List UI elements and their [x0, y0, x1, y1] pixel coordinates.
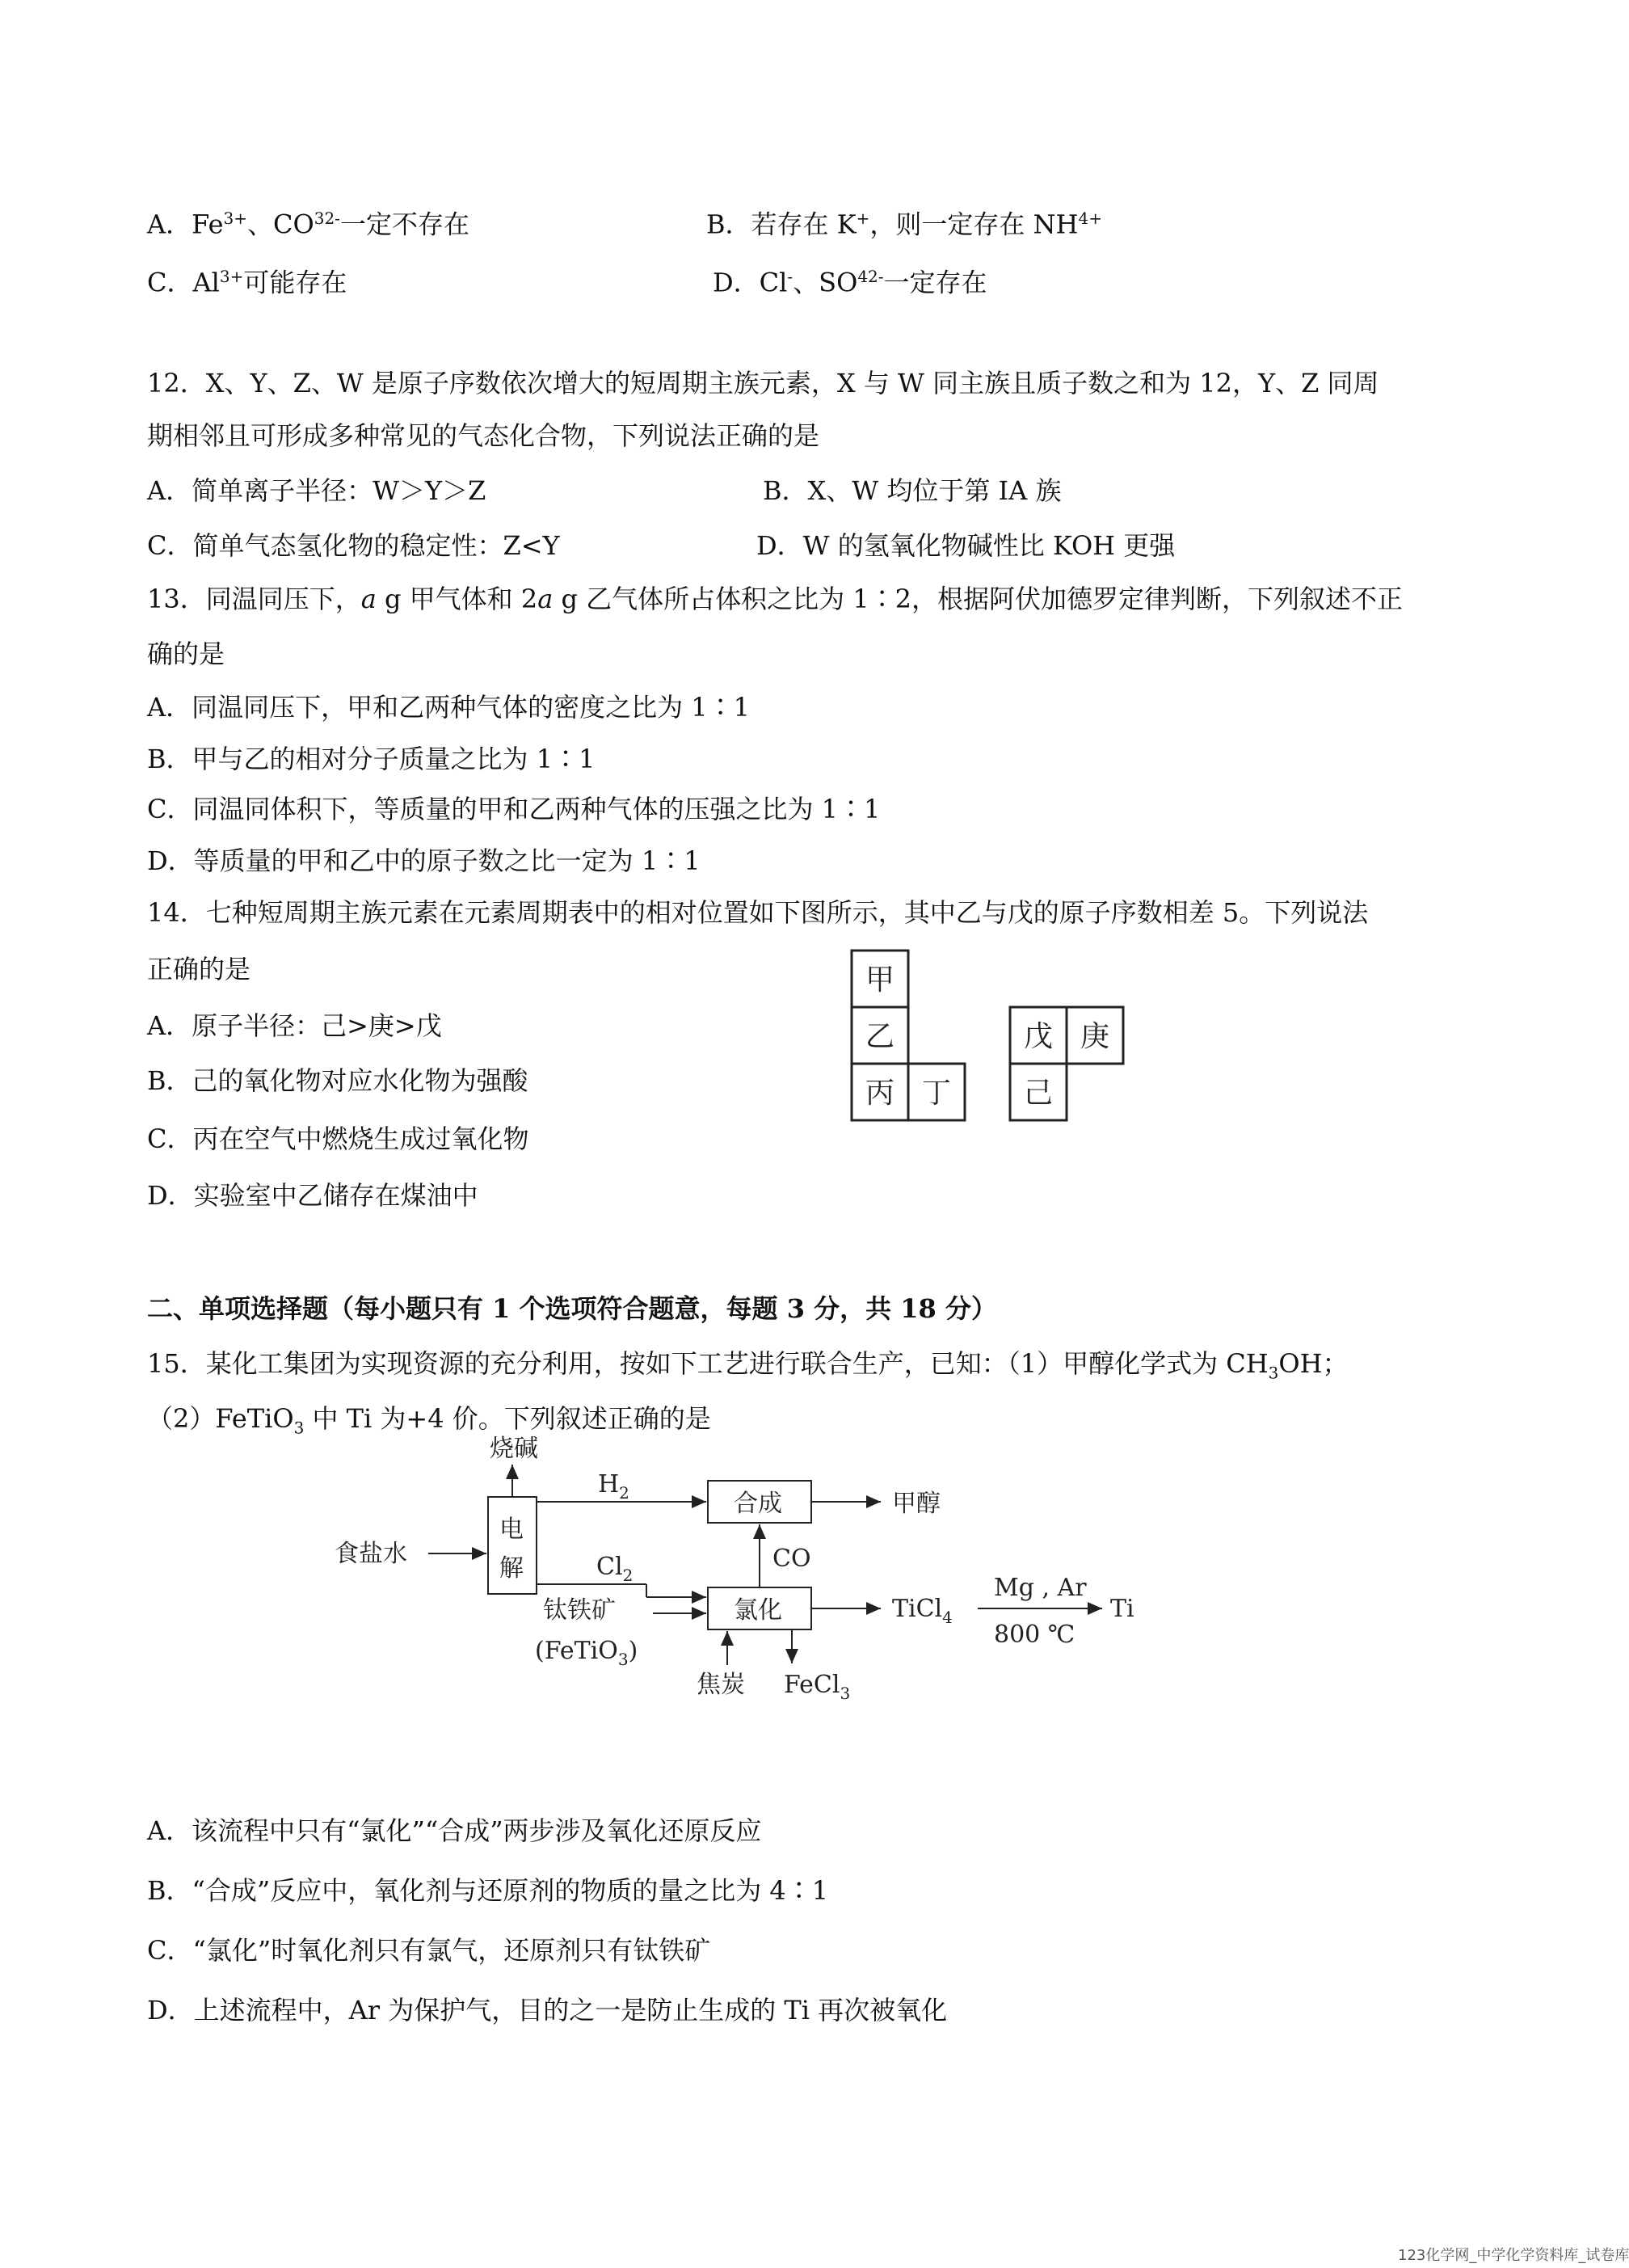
label-h2: $H_2$ [598, 1470, 629, 1503]
q14-option-d: D．实验室中乙储存在煤油中 [147, 1180, 478, 1211]
q11-option-d: D．Cl-、$SO^{42-}$一定存在 [713, 267, 987, 298]
label-fecl3: FeCl$_3$ [784, 1671, 851, 1703]
section-heading: 二、单项选择题（每小题只有 1 个选项符合题意，每题 3 分，共 18 分） [147, 1293, 997, 1324]
cell-ding: 丁 [921, 1077, 952, 1110]
cell-yi: 乙 [865, 1020, 895, 1053]
q15-process-diagram [323, 1423, 1172, 1714]
q15-stem-line1: 15．某化工集团为实现资源的充分利用，按如下工艺进行联合生产，已知：（1）甲醇化学式为 $CH_3OH$； [147, 1348, 1349, 1383]
q14-periodic-table [840, 946, 1147, 1132]
q15-option-d: D．上述流程中，Ar 为保护气，目的之一是防止生成的 Ti 再次被氧化 [147, 1995, 948, 2026]
q13-stem-line1: 13．同温同压下，a g 甲气体和 2a g 乙气体所占体积之比为 1∶2，根据阿伏加德罗定律判断，下列叙述不正 [147, 584, 1403, 614]
q14-option-c: C．丙在空气中燃烧生成过氧化物 [147, 1123, 529, 1154]
q13-option-b: B．甲与乙的相对分子质量之比为 1∶1 [147, 744, 596, 774]
q13-option-a: A．同温同压下，甲和乙两种气体的密度之比为 1∶1 [147, 692, 751, 723]
q15-option-b: B．“合成”反应中，氧化剂与还原剂的物质的量之比为 4∶1 [147, 1875, 829, 1906]
q14-stem-line2: 正确的是 [147, 954, 251, 984]
label-taitiekuang: 钛铁矿 [543, 1596, 616, 1625]
q12-option-b: B．X、W 均位于第 IA 族 [763, 475, 1062, 506]
label-jiaotan: 焦炭 [697, 1671, 745, 1699]
label-mgar: Mg , Ar [994, 1574, 1087, 1602]
label-lvhua: 氯化 [734, 1596, 782, 1625]
cell-jia: 甲 [865, 963, 895, 997]
label-hecheng: 合成 [734, 1490, 782, 1518]
q13-stem-line2: 确的是 [147, 639, 225, 669]
label-ticl4: TiCl$_4$ [892, 1595, 953, 1627]
label-shaojian: 烧碱 [490, 1435, 538, 1463]
q15-option-c: C．“氯化”时氧化剂只有氯气，还原剂只有钛铁矿 [147, 1935, 711, 1966]
q12-stem-line1: 12．X、Y、Z、W 是原子序数依次增大的短周期主族元素，X 与 W 同主族且质子数之和为 12，Y、Z 同周 [147, 368, 1379, 398]
q12-option-a: A．简单离子半径：W＞Y＞Z [147, 475, 486, 506]
label-jiachun: 甲醇 [892, 1490, 941, 1518]
cell-geng: 庚 [1080, 1020, 1110, 1053]
footer-watermark: 123化学网_中学化学资料库_试卷库 [1398, 2247, 1629, 2264]
q14-option-a: A．原子半径：己>庚>戊 [147, 1010, 442, 1041]
q13-option-d: D．等质量的甲和乙中的原子数之比一定为 1∶1 [147, 845, 701, 876]
q15-option-a: A．该流程中只有“氯化”“合成”两步涉及氧化还原反应 [147, 1815, 762, 1846]
label-fetio3: (FeTiO$_3$) [535, 1637, 638, 1669]
label-jie: 解 [499, 1554, 524, 1583]
q12-option-c: C．简单气态氢化物的稳定性：Z<Y [147, 530, 560, 561]
cell-ji: 己 [1023, 1077, 1054, 1110]
q14-stem-line1: 14．七种短周期主族元素在元素周期表中的相对位置如下图所示，其中乙与戊的原子序数相差 5。下列说法 [147, 897, 1369, 928]
cell-wu: 戊 [1023, 1020, 1054, 1053]
q11-option-a: A．$Fe^{3+}$、$CO^{32-}$一定不存在 [147, 209, 469, 240]
q15-stem-line2: （2）FeTiO$_3$ 中 Ti 为+4 价。下列叙述正确的是 [147, 1403, 711, 1438]
q11-option-b: B．若存在 K+，则一定存在 $NH^{4+}$ [706, 209, 1102, 240]
q12-option-d: D．W 的氢氧化物碱性比 KOH 更强 [756, 530, 1176, 561]
label-ti: Ti [1110, 1595, 1134, 1623]
q11-option-c: C．$Al^{3+}$可能存在 [147, 267, 347, 298]
q14-option-b: B．己的氧化物对应水化物为强酸 [147, 1065, 528, 1096]
label-dian: 电 [499, 1516, 524, 1544]
label-temp: 800 ℃ [994, 1621, 1075, 1649]
label-shiyanshui: 食盐水 [335, 1540, 407, 1568]
cell-bing: 丙 [865, 1077, 895, 1110]
q12-stem-line2: 期相邻且可形成多种常见的气态化合物，下列说法正确的是 [147, 420, 820, 451]
label-co: CO [772, 1545, 811, 1573]
q13-option-c: C．同温同体积下，等质量的甲和乙两种气体的压强之比为 1∶1 [147, 794, 881, 824]
label-cl2: $Cl_2$ [596, 1553, 634, 1585]
